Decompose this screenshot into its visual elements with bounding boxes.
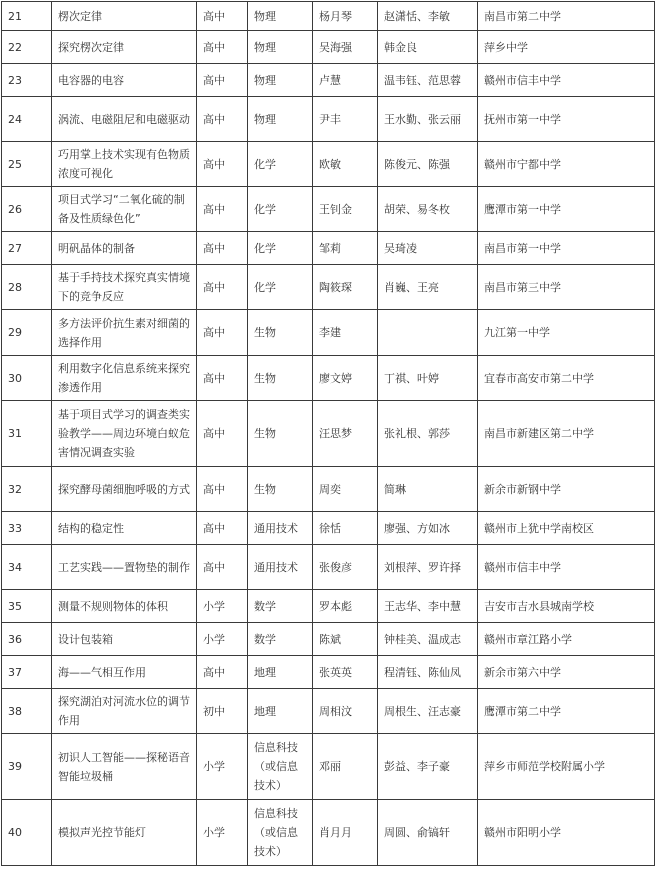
teacher-name-cell: 尹丰 <box>313 97 378 142</box>
table-row <box>2 232 655 265</box>
project-title-cell: 楞次定律 <box>52 2 197 31</box>
school-level-cell: 高中 <box>197 232 248 265</box>
subject-cell: 数学 <box>248 590 313 623</box>
teacher-name-cell: 李建 <box>313 310 378 356</box>
row-number-cell: 32 <box>2 467 52 512</box>
subject-cell: 化学 <box>248 142 313 187</box>
team-members-cell: 程清钰、陈仙凤 <box>378 656 478 689</box>
school-level-cell: 高中 <box>197 545 248 590</box>
school-name-cell: 鹰潭市第二中学 <box>478 689 655 734</box>
teacher-name-cell: 罗本彪 <box>313 590 378 623</box>
subject-cell: 化学 <box>248 187 313 232</box>
school-level-cell: 初中 <box>197 689 248 734</box>
teacher-name-cell: 杨月琴 <box>313 2 378 31</box>
school-level-cell: 高中 <box>197 512 248 545</box>
school-level-cell: 小学 <box>197 734 248 800</box>
row-number-cell: 30 <box>2 356 52 401</box>
teacher-name-cell: 汪思梦 <box>313 401 378 467</box>
table-row <box>2 142 655 187</box>
subject-cell: 化学 <box>248 232 313 265</box>
subject-cell: 物理 <box>248 2 313 31</box>
school-level-cell: 高中 <box>197 187 248 232</box>
team-members-cell: 周根生、汪志豪 <box>378 689 478 734</box>
teacher-name-cell: 欧敏 <box>313 142 378 187</box>
team-members-cell: 王水勤、张云丽 <box>378 97 478 142</box>
project-title-cell: 项目式学习“二氧化硫的制备及性质绿色化” <box>52 187 197 232</box>
row-number-cell: 29 <box>2 310 52 356</box>
school-level-cell: 高中 <box>197 467 248 512</box>
school-level-cell: 小学 <box>197 800 248 866</box>
row-number-cell: 25 <box>2 142 52 187</box>
row-number-cell: 40 <box>2 800 52 866</box>
row-number-cell: 39 <box>2 734 52 800</box>
school-name-cell: 南昌市新建区第二中学 <box>478 401 655 467</box>
project-title-cell: 探究楞次定律 <box>52 31 197 64</box>
teacher-name-cell: 邓丽 <box>313 734 378 800</box>
school-level-cell: 高中 <box>197 64 248 97</box>
school-name-cell: 新余市第六中学 <box>478 656 655 689</box>
teacher-name-cell: 张俊彦 <box>313 545 378 590</box>
team-members-cell: 韩金良 <box>378 31 478 64</box>
project-title-cell: 工艺实践——置物垫的制作 <box>52 545 197 590</box>
teacher-name-cell: 肖月月 <box>313 800 378 866</box>
school-name-cell: 南昌市第二中学 <box>478 2 655 31</box>
school-level-cell: 高中 <box>197 31 248 64</box>
team-members-cell: 赵潇恬、李敏 <box>378 2 478 31</box>
team-members-cell: 简琳 <box>378 467 478 512</box>
project-title-cell: 巧用掌上技术实现有色物质浓度可视化 <box>52 142 197 187</box>
table-row <box>2 656 655 689</box>
school-level-cell: 高中 <box>197 142 248 187</box>
subject-cell: 生物 <box>248 401 313 467</box>
school-name-cell: 抚州市第一中学 <box>478 97 655 142</box>
row-number-cell: 21 <box>2 2 52 31</box>
table-row <box>2 265 655 310</box>
school-level-cell: 高中 <box>197 265 248 310</box>
school-name-cell: 萍乡市师范学校附属小学 <box>478 734 655 800</box>
school-level-cell: 小学 <box>197 590 248 623</box>
school-level-cell: 高中 <box>197 97 248 142</box>
table-row <box>2 800 655 866</box>
school-name-cell: 赣州市阳明小学 <box>478 800 655 866</box>
table-row <box>2 64 655 97</box>
subject-cell: 物理 <box>248 97 313 142</box>
project-title-cell: 利用数字化信息系统来探究渗透作用 <box>52 356 197 401</box>
row-number-cell: 38 <box>2 689 52 734</box>
team-members-cell: 廖强、方如冰 <box>378 512 478 545</box>
teacher-name-cell: 张英英 <box>313 656 378 689</box>
table-row <box>2 187 655 232</box>
school-name-cell: 新余市新钢中学 <box>478 467 655 512</box>
teacher-name-cell: 周奕 <box>313 467 378 512</box>
subject-cell: 生物 <box>248 467 313 512</box>
teacher-name-cell: 吴海强 <box>313 31 378 64</box>
subject-cell: 化学 <box>248 265 313 310</box>
teacher-name-cell: 陈斌 <box>313 623 378 656</box>
table-row <box>2 2 655 31</box>
school-name-cell: 南昌市第一中学 <box>478 232 655 265</box>
row-number-cell: 36 <box>2 623 52 656</box>
school-name-cell: 九江第一中学 <box>478 310 655 356</box>
school-level-cell: 小学 <box>197 623 248 656</box>
project-title-cell: 测量不规则物体的体积 <box>52 590 197 623</box>
subject-cell: 信息科技（或信息技术） <box>248 734 313 800</box>
team-members-cell: 吴琦凌 <box>378 232 478 265</box>
team-members-cell: 胡荣、易冬枚 <box>378 187 478 232</box>
row-number-cell: 27 <box>2 232 52 265</box>
table-row <box>2 310 655 356</box>
teacher-name-cell: 陶筱琛 <box>313 265 378 310</box>
school-level-cell: 高中 <box>197 656 248 689</box>
team-members-cell: 温韦钰、范思蓉 <box>378 64 478 97</box>
project-title-cell: 探究湖泊对河流水位的调节作用 <box>52 689 197 734</box>
row-number-cell: 34 <box>2 545 52 590</box>
subject-cell: 生物 <box>248 310 313 356</box>
school-level-cell: 高中 <box>197 356 248 401</box>
school-name-cell: 鹰潭市第一中学 <box>478 187 655 232</box>
teacher-name-cell: 卢慧 <box>313 64 378 97</box>
project-title-cell: 涡流、电磁阻尼和电磁驱动 <box>52 97 197 142</box>
team-members-cell: 王志华、李中慧 <box>378 590 478 623</box>
row-number-cell: 35 <box>2 590 52 623</box>
team-members-cell: 彭益、李子豪 <box>378 734 478 800</box>
row-number-cell: 24 <box>2 97 52 142</box>
row-number-cell: 26 <box>2 187 52 232</box>
team-members-cell: 陈俊元、陈强 <box>378 142 478 187</box>
table-row <box>2 545 655 590</box>
team-members-cell: 肖巍、王亮 <box>378 265 478 310</box>
table-row <box>2 512 655 545</box>
school-name-cell: 赣州市宁都中学 <box>478 142 655 187</box>
table-row <box>2 31 655 64</box>
team-members-cell: 张礼根、郭莎 <box>378 401 478 467</box>
teacher-name-cell: 周相汶 <box>313 689 378 734</box>
team-members-cell <box>378 310 478 356</box>
table-row <box>2 734 655 800</box>
team-members-cell: 钟桂美、温成志 <box>378 623 478 656</box>
subject-cell: 生物 <box>248 356 313 401</box>
row-number-cell: 33 <box>2 512 52 545</box>
school-level-cell: 高中 <box>197 2 248 31</box>
school-name-cell: 宜春市高安市第二中学 <box>478 356 655 401</box>
project-title-cell: 探究酵母菌细胞呼吸的方式 <box>52 467 197 512</box>
school-level-cell: 高中 <box>197 310 248 356</box>
project-title-cell: 多方法评价抗生素对细菌的选择作用 <box>52 310 197 356</box>
row-number-cell: 23 <box>2 64 52 97</box>
school-name-cell: 赣州市信丰中学 <box>478 545 655 590</box>
project-title-cell: 初识人工智能——探秘语音智能垃圾桶 <box>52 734 197 800</box>
subject-cell: 地理 <box>248 656 313 689</box>
row-number-cell: 22 <box>2 31 52 64</box>
table-row <box>2 401 655 467</box>
school-name-cell: 赣州市章江路小学 <box>478 623 655 656</box>
school-name-cell: 吉安市吉水县城南学校 <box>478 590 655 623</box>
row-number-cell: 37 <box>2 656 52 689</box>
subject-cell: 通用技术 <box>248 545 313 590</box>
project-title-cell: 模拟声光控节能灯 <box>52 800 197 866</box>
table-row <box>2 467 655 512</box>
school-name-cell: 赣州市信丰中学 <box>478 64 655 97</box>
project-title-cell: 海——气相互作用 <box>52 656 197 689</box>
subject-cell: 信息科技（或信息技术） <box>248 800 313 866</box>
row-number-cell: 31 <box>2 401 52 467</box>
project-title-cell: 结构的稳定性 <box>52 512 197 545</box>
subject-cell: 物理 <box>248 31 313 64</box>
subject-cell: 物理 <box>248 64 313 97</box>
team-members-cell: 丁祺、叶婷 <box>378 356 478 401</box>
school-level-cell: 高中 <box>197 401 248 467</box>
table-row <box>2 356 655 401</box>
school-name-cell: 南昌市第三中学 <box>478 265 655 310</box>
subject-cell: 通用技术 <box>248 512 313 545</box>
team-members-cell: 刘根萍、罗许择 <box>378 545 478 590</box>
project-title-cell: 电容器的电容 <box>52 64 197 97</box>
school-name-cell: 萍乡中学 <box>478 31 655 64</box>
table-body <box>2 2 655 866</box>
table-row <box>2 590 655 623</box>
project-title-cell: 明矾晶体的制备 <box>52 232 197 265</box>
row-number-cell: 28 <box>2 265 52 310</box>
school-name-cell: 赣州市上犹中学南校区 <box>478 512 655 545</box>
subject-cell: 数学 <box>248 623 313 656</box>
project-title-cell: 设计包装箱 <box>52 623 197 656</box>
teacher-name-cell: 邹莉 <box>313 232 378 265</box>
project-title-cell: 基于项目式学习的调查类实验教学——周边环境白蚁危害情况调查实验 <box>52 401 197 467</box>
table-row <box>2 97 655 142</box>
project-table <box>1 1 655 866</box>
teacher-name-cell: 徐恬 <box>313 512 378 545</box>
teacher-name-cell: 廖文婷 <box>313 356 378 401</box>
teacher-name-cell: 王钊金 <box>313 187 378 232</box>
table-row <box>2 623 655 656</box>
subject-cell: 地理 <box>248 689 313 734</box>
table-row <box>2 689 655 734</box>
team-members-cell: 周圆、俞镐轩 <box>378 800 478 866</box>
project-title-cell: 基于手持技术探究真实情境下的竞争反应 <box>52 265 197 310</box>
